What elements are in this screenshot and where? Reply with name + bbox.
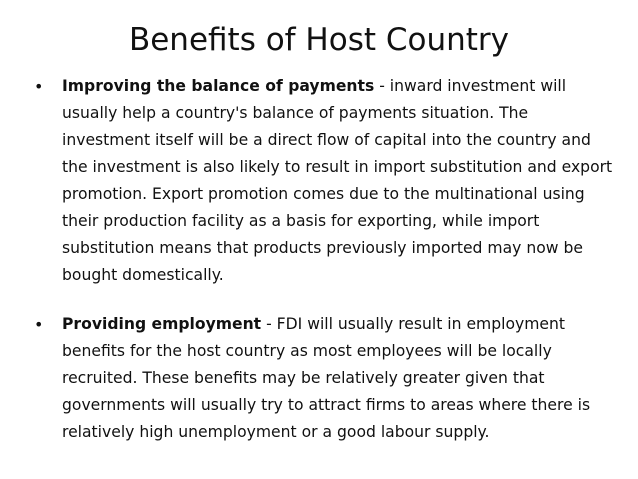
bullet-item-employment: [34, 311, 614, 446]
slide-title: Benefits of Host Country: [128, 22, 510, 58]
bullet-item-balance-of-payments: [34, 73, 614, 289]
bullet-heading: Improving the balance of payments: [62, 77, 375, 95]
bullet-text: - FDI will usually result in employment benefits for the host country as most employees will be locally recruited. These benefits may be relatively greater given that governments will usually try to attract firms to areas where there is relatively high unemployment or a good labour supply.: [62, 315, 591, 441]
bullet-text: - inward investment will usually help a country's balance of payments situation. The investment itself will be a direct flow of capital into the country and the investment is also likely to result in import substitution and export promotion. Export promotion comes due to the multinational using their production facility as a basis for exporting, while import substitution means that products previously imported may now be bought domestically.: [62, 77, 613, 284]
bullet-heading: Providing employment: [62, 315, 262, 333]
bullet-marker: •: [34, 77, 44, 96]
bullet-marker: •: [34, 315, 44, 334]
bullet-list: [34, 73, 614, 446]
